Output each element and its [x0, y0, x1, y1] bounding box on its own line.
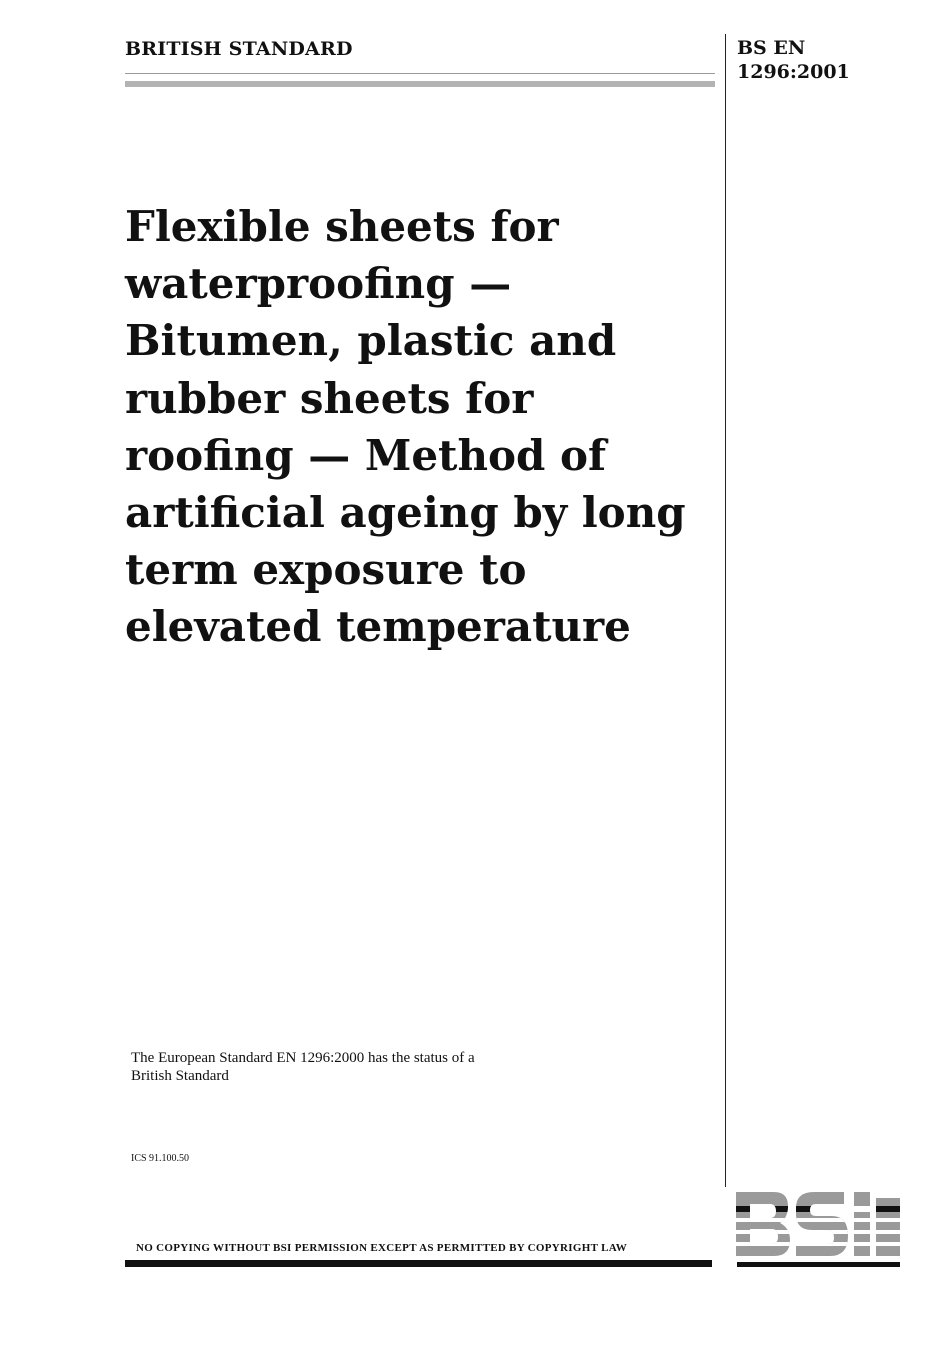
bottom-bar-left [125, 1260, 712, 1267]
status-note [131, 1049, 475, 1085]
bottom-bar-right [737, 1262, 900, 1267]
title-line: roofing — Method of [125, 430, 607, 480]
title-line: Bitumen, plastic and [125, 316, 617, 366]
header-label: BRITISH STANDARD [125, 38, 353, 60]
copyright-notice: NO COPYING WITHOUT BSI PERMISSION EXCEPT AS PERMITTED BY COPYRIGHT LAW [136, 1242, 628, 1254]
title-line: Flexible sheets for [125, 202, 559, 251]
ics-code: ICS 91.100.50 [131, 1153, 190, 1164]
title-line: artificial ageing by long [125, 488, 686, 538]
document-number [737, 36, 850, 84]
title-line: term exposure to [125, 545, 527, 595]
document-title [125, 198, 715, 656]
header-rule-thick [125, 81, 715, 87]
title-line: rubber sheets for [125, 373, 534, 423]
status-note-line-2: British Standard [131, 1068, 229, 1084]
header-rule-thin [125, 73, 715, 74]
title-line: elevated temperature [125, 602, 631, 652]
document-number-line-2: 1296:2001 [737, 61, 850, 83]
bsi-logo [736, 1192, 900, 1256]
status-note-line-1: The European Standard EN 1296:2000 has the status of a [131, 1050, 475, 1066]
document-number-line-1: BS EN [737, 37, 806, 59]
title-line: waterproofing — [125, 259, 512, 309]
vertical-rule [725, 34, 726, 1187]
